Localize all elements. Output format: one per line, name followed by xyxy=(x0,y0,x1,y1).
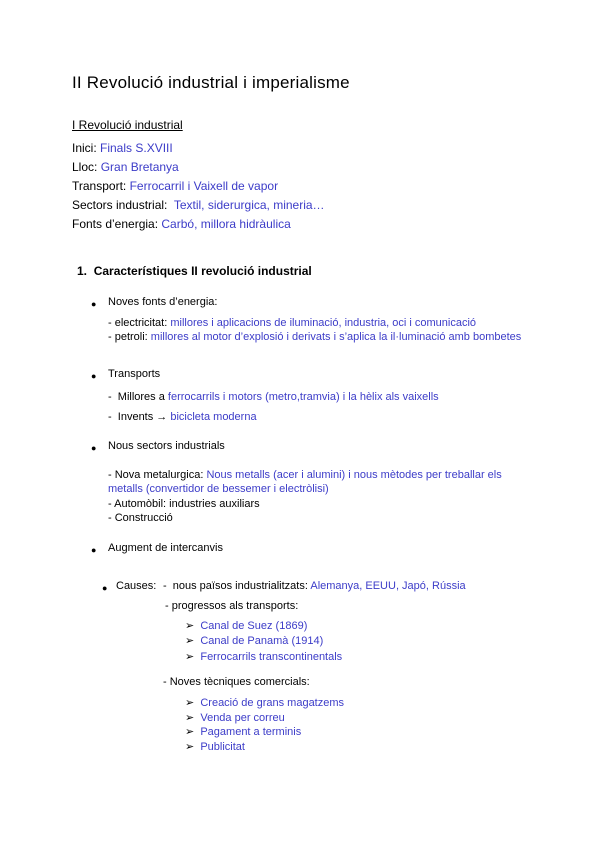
arrow-icon: ➢ xyxy=(185,741,195,753)
bullet-icon: ● xyxy=(91,371,97,381)
item-text: Canal de Suez (1869) xyxy=(200,620,308,632)
bullet-icon: ● xyxy=(91,545,97,555)
bullet-icon: ● xyxy=(102,583,108,593)
line-tecniques: - Noves tècniques comercials: xyxy=(163,676,310,688)
line-metalurgica-cont: metalls (convertidor de bessemer i electròlisi) xyxy=(108,483,329,495)
row-label: Lloc: xyxy=(72,160,101,174)
bullet-fonts-energia: Noves fonts d’energia: xyxy=(108,296,218,308)
line-millores xyxy=(108,391,439,403)
item-text: Pagament a terminis xyxy=(200,726,302,738)
bullet-sectors: Nous sectors industrials xyxy=(108,440,225,452)
bullet-icon: ● xyxy=(91,299,97,309)
line-automobil: - Automòbil: industries auxiliars xyxy=(108,498,260,510)
arrow-item xyxy=(185,650,342,663)
row-label: Inici: xyxy=(72,141,101,155)
row-label: Transport: xyxy=(72,179,130,193)
line-value: millores i aplicacions de iluminació, industria, oci i comunicació xyxy=(170,317,477,329)
item-text: Ferrocarrils transcontinentals xyxy=(200,651,343,663)
row-value: Carbó, millora hidràulica xyxy=(161,217,291,231)
arrow-item xyxy=(185,696,344,709)
row-value: Finals S.XVIII xyxy=(100,141,173,155)
bullet-intercanvis: Augment de intercanvis xyxy=(108,542,223,554)
row-sectors xyxy=(72,198,325,212)
numbered-heading xyxy=(77,264,312,278)
line-label: - Millores a xyxy=(108,391,168,403)
item-text: Canal de Panamà (1914) xyxy=(200,635,324,647)
arrow-item xyxy=(185,711,285,724)
arrow-icon: ➢ xyxy=(185,651,195,663)
document-title: II Revolució industrial i imperialisme xyxy=(72,73,350,92)
item-text: Publicitat xyxy=(200,741,245,753)
line-label: - electricitat: xyxy=(108,317,171,329)
line-value: bicicleta moderna xyxy=(170,411,257,423)
line-progressos: - progressos als transports: xyxy=(165,600,299,612)
row-lloc xyxy=(72,160,179,174)
heading-text: Característiques II revolució industrial xyxy=(93,264,312,278)
section-heading-revolucio-1: I Revolució industrial xyxy=(72,118,183,132)
line-value: Alemanya, EEUU, Japó, Rússia xyxy=(310,580,466,592)
line-label: - petroli: xyxy=(108,331,151,343)
arrow-icon: ➢ xyxy=(185,620,195,632)
line-value: Nous metalls (acer i alumini) i nous mètodes per treballar els xyxy=(206,469,502,481)
heading-number: 1. xyxy=(77,264,88,278)
bullet-icon: ● xyxy=(91,443,97,453)
arrow-item xyxy=(185,634,323,647)
line-value: millores al motor d’explosió i derivats i s’aplica la il·luminació amb bombetes xyxy=(150,331,522,343)
row-label: Fonts d’energia: xyxy=(72,217,162,231)
arrow-item xyxy=(185,619,307,632)
row-inici xyxy=(72,141,173,155)
line-label: - Invents → xyxy=(108,411,171,423)
bullet-transports: Transports xyxy=(108,368,161,380)
arrow-item xyxy=(185,740,245,753)
item-text: Creació de grans magatzems xyxy=(200,697,345,709)
row-value: Gran Bretanya xyxy=(100,160,179,174)
row-value: Ferrocarril i Vaixell de vapor xyxy=(129,179,279,193)
line-metalurgica xyxy=(108,469,502,481)
line-construccio: - Construcció xyxy=(108,512,173,524)
line-electricitat xyxy=(108,317,476,329)
arrow-icon: ➢ xyxy=(185,712,195,724)
arrow-icon: ➢ xyxy=(185,697,195,709)
line-invents xyxy=(108,411,257,423)
line-label: - Nova metalurgica: xyxy=(108,469,207,481)
row-value: Textil, siderurgica, mineria… xyxy=(173,198,325,212)
row-label: Sectors industrial: xyxy=(72,198,174,212)
line-petroli xyxy=(108,331,521,343)
arrow-icon: ➢ xyxy=(185,726,195,738)
line-nous-paisos xyxy=(163,580,466,592)
row-transport xyxy=(72,179,278,193)
arrow-item xyxy=(185,725,301,738)
line-value: ferrocarrils i motors (metro,tramvia) i la hèlix als vaixells xyxy=(167,391,439,403)
line-label: - nous països industrialitzats: xyxy=(163,580,311,592)
row-fonts-energia xyxy=(72,217,291,231)
arrow-icon: ➢ xyxy=(185,635,195,647)
item-text: Venda per correu xyxy=(200,712,285,724)
causes-label: Causes: xyxy=(116,580,157,592)
